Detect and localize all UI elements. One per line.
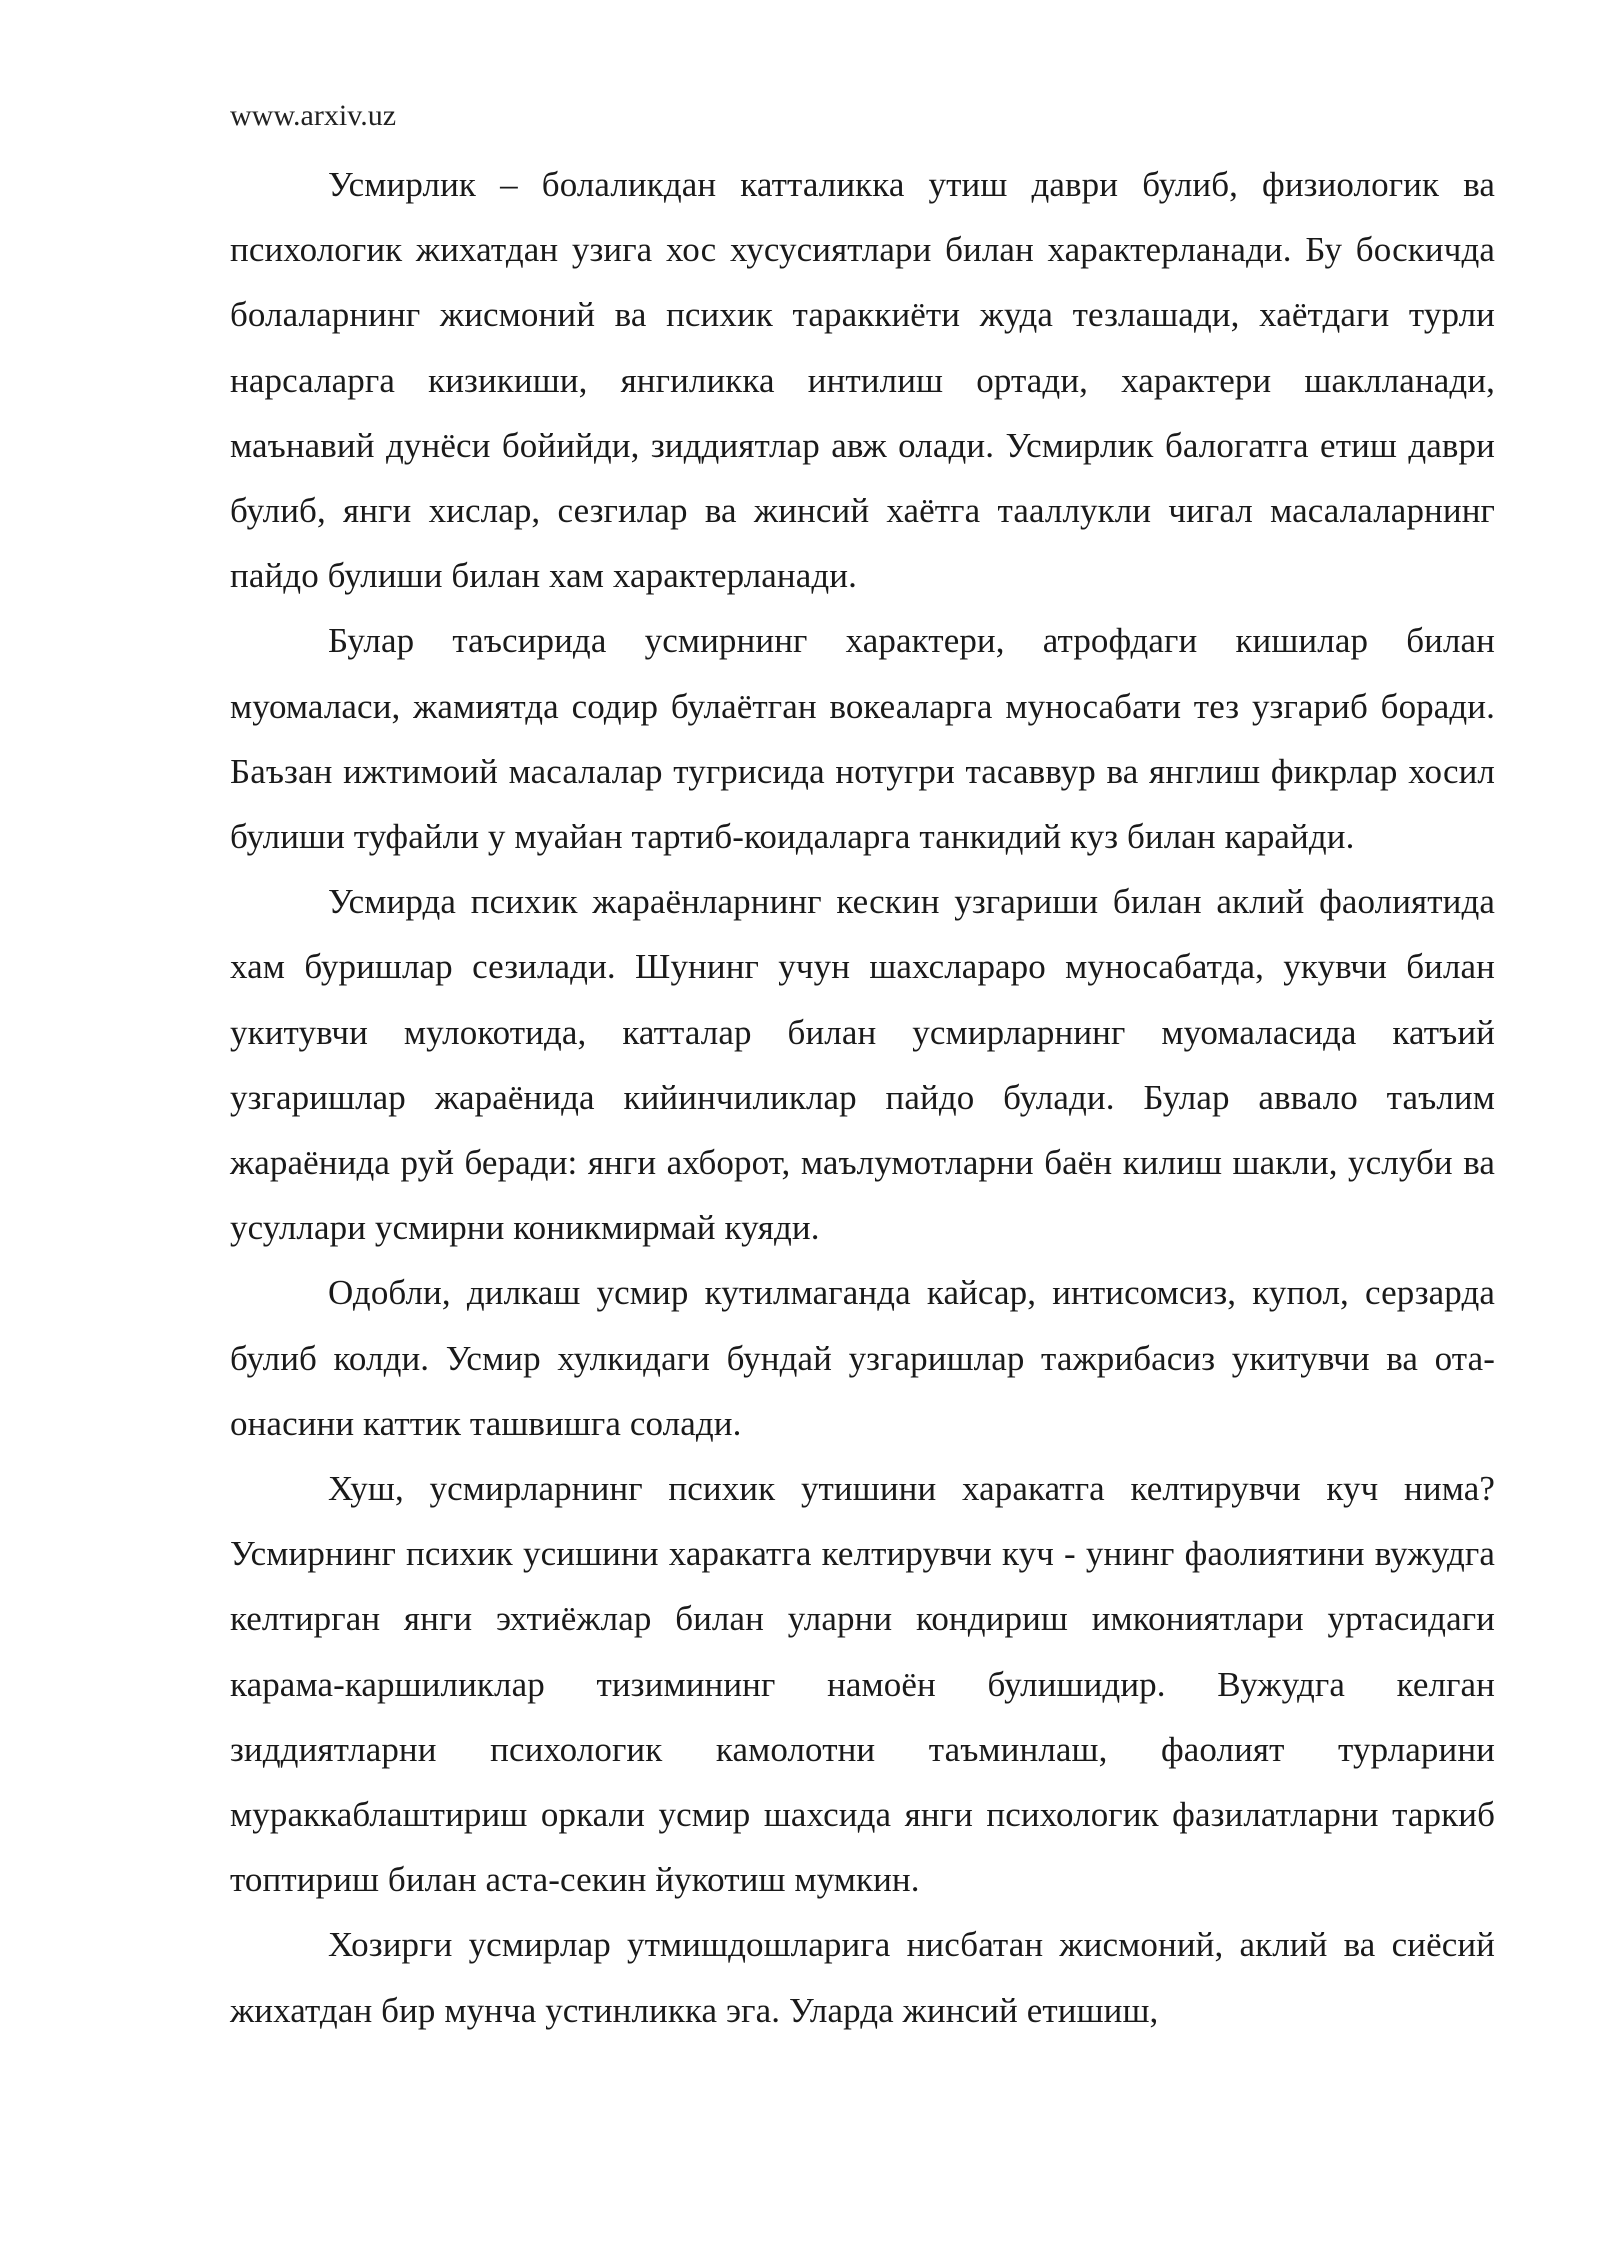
paragraph: Булар таъсирида усмирнинг характери, атрофдаги кишилар билан муомаласи, жамиятда содир булаётган вокеаларга муносабати тез узгариб боради. Баъзан ижтимоий масалалар тугрисида нотугри тасаввур ва янглиш фикрлар хосил булиши туфайли у муайан тартиб-коидаларга танкидий куз билан карайди. — [230, 621, 1495, 857]
paragraph: Усмирлик – болаликдан катталикка утиш даври булиб, физиологик ва психологик жихатдан узига хос хусусиятлари билан характерланади. Бу боскичда болаларнинг жисмоний ва психик тараккиёти жуда тезлашади, хаётдаги турли нарсаларга кизикиши, янгиликка интилиш ортади, характери шаклланади, маънавий дунёси бойийди, зиддиятлар авж олади. Усмирлик балогатга етиш даври булиб, янги хислар, сезгилар ва жинсий хаётга тааллукли чигал масалаларнинг пайдо булиши билан хам характерланади. — [230, 165, 1495, 596]
paragraph: Хозирги усмирлар утмишдошларига нисбатан жисмоний, аклий ва сиёсий жихатдан бир мунча устинликка эга. Уларда жинсий етишиш, — [230, 1925, 1495, 2030]
header-url: www.arxiv.uz — [230, 99, 397, 132]
body-text — [230, 152, 1495, 2043]
paragraph: Хуш, усмирларнинг психик утишини харакатга келтирувчи куч нима? Усмирнинг психик усишини харакатга келтирувчи куч - унинг фаолиятини вужудга келтирган янги эхтиёжлар билан уларни кондириш имкониятлари уртасидаги карама-каршиликлар тизимининг намоён булишидир. Вужудга келган зиддиятларни психологик камолотни таъминлаш, фаолият турларини мураккаблаштириш оркали усмир шахсида янги психологик фазилатларни таркиб топтириш билан аста-секин йукотиш мумкин. — [230, 1469, 1495, 1900]
paragraph: Усмирда психик жараёнларнинг кескин узгариши билан аклий фаолиятида хам буришлар сезилади. Шунинг учун шахслараро муносабатда, укувчи билан укитувчи мулокотида, катталар билан усмирларнинг муомаласида катъий узгаришлар жараёнида кийинчиликлар пайдо булади. Булар аввало таълим жараёнида руй беради: янги ахборот, маълумотларни баён килиш шакли, услуби ва усуллари усмирни коникмирмай куяди. — [230, 882, 1495, 1248]
paragraph: Одобли, дилкаш усмир кутилмаганда кайсар, интисомсиз, купол, серзарда булиб колди. Усмир хулкидаги бундай узгаришлар тажрибасиз укитувчи ва ота-онасини каттик ташвишга солади. — [230, 1273, 1495, 1443]
